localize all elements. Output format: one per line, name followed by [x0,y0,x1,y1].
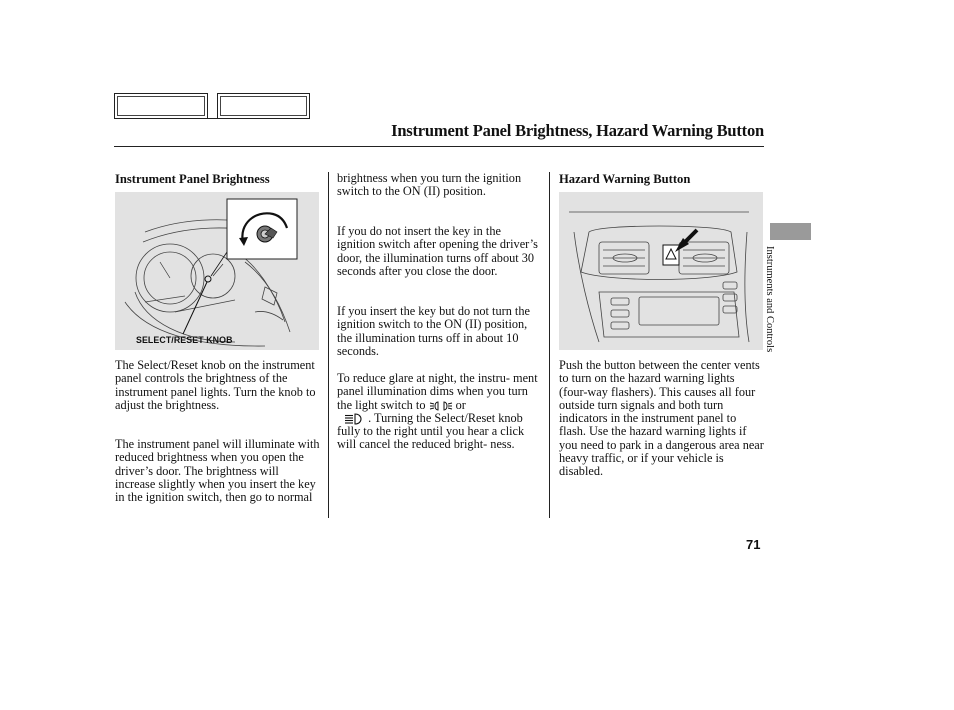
section-heading-hazard-warning-button: Hazard Warning Button [559,172,691,186]
header-top-rule [114,118,309,119]
page-title: Instrument Panel Brightness, Hazard Warning Button [391,121,764,140]
right-paragraph-1: Push the button between the center vents to turn on the hazard warning lights (four-way flashers). This causes all four outside turn signals and both turn indicators in the instrument panel to flash. Use the hazard warning lights if you need to park in a dangerous area near heavy traffic, or if your vehicle is disabled. [559,358,764,479]
column-divider-1 [328,172,329,518]
section-heading-instrument-panel-brightness: Instrument Panel Brightness [115,172,270,186]
instrument-panel-drawing [115,192,319,350]
section-tab-marker [770,223,811,240]
middle-paragraph-4-part1: To reduce glare at night, the instru- ment panel illumination dims when you turn the light switch to [337,371,538,412]
center-console-drawing [559,192,763,350]
middle-paragraph-4-part2: . Turning the Select/Reset knob fully to the right until you hear a click will cancel the reduced bright- ness. [337,410,525,452]
page-number: 71 [746,537,761,552]
hazard-button-illustration [559,192,763,350]
middle-paragraph-1: brightness when you turn the ignition switch to the ON (II) position. [337,171,522,199]
column-divider-2 [549,172,550,518]
middle-paragraph-2: If you do not insert the key in the ignition switch after opening the driver’s door, the illumination turns off about 30 seconds after you close the door. [337,224,538,278]
middle-paragraph-4 [337,372,542,452]
hazard-warning-icon [663,245,679,265]
middle-paragraph-3: If you insert the key but do not turn the ignition switch to the ON (II) position, the illumination turns off in about 10 seconds. [337,304,530,358]
figure-caption-select-reset-knob: SELECT/RESET KNOB [136,335,233,345]
pointer-arrow-icon [675,230,697,252]
header-tab-1 [114,93,208,119]
header-tab-2 [217,93,310,119]
middle-paragraph-4-or: or [455,397,466,412]
section-side-label: Instruments and Controls [764,246,775,353]
instrument-panel-illustration [115,192,319,350]
left-paragraph-2: The instrument panel will illuminate with reduced brightness when you open the driver’s door. The brightness will increase slightly when you insert the key in the ignition switch, then go to normal [115,437,320,505]
title-rule [114,146,764,147]
left-paragraph-1: The Select/Reset knob on the instrument panel controls the brightness of the instrument panel lights. Turn the knob to adjust the brightness. [115,358,316,412]
